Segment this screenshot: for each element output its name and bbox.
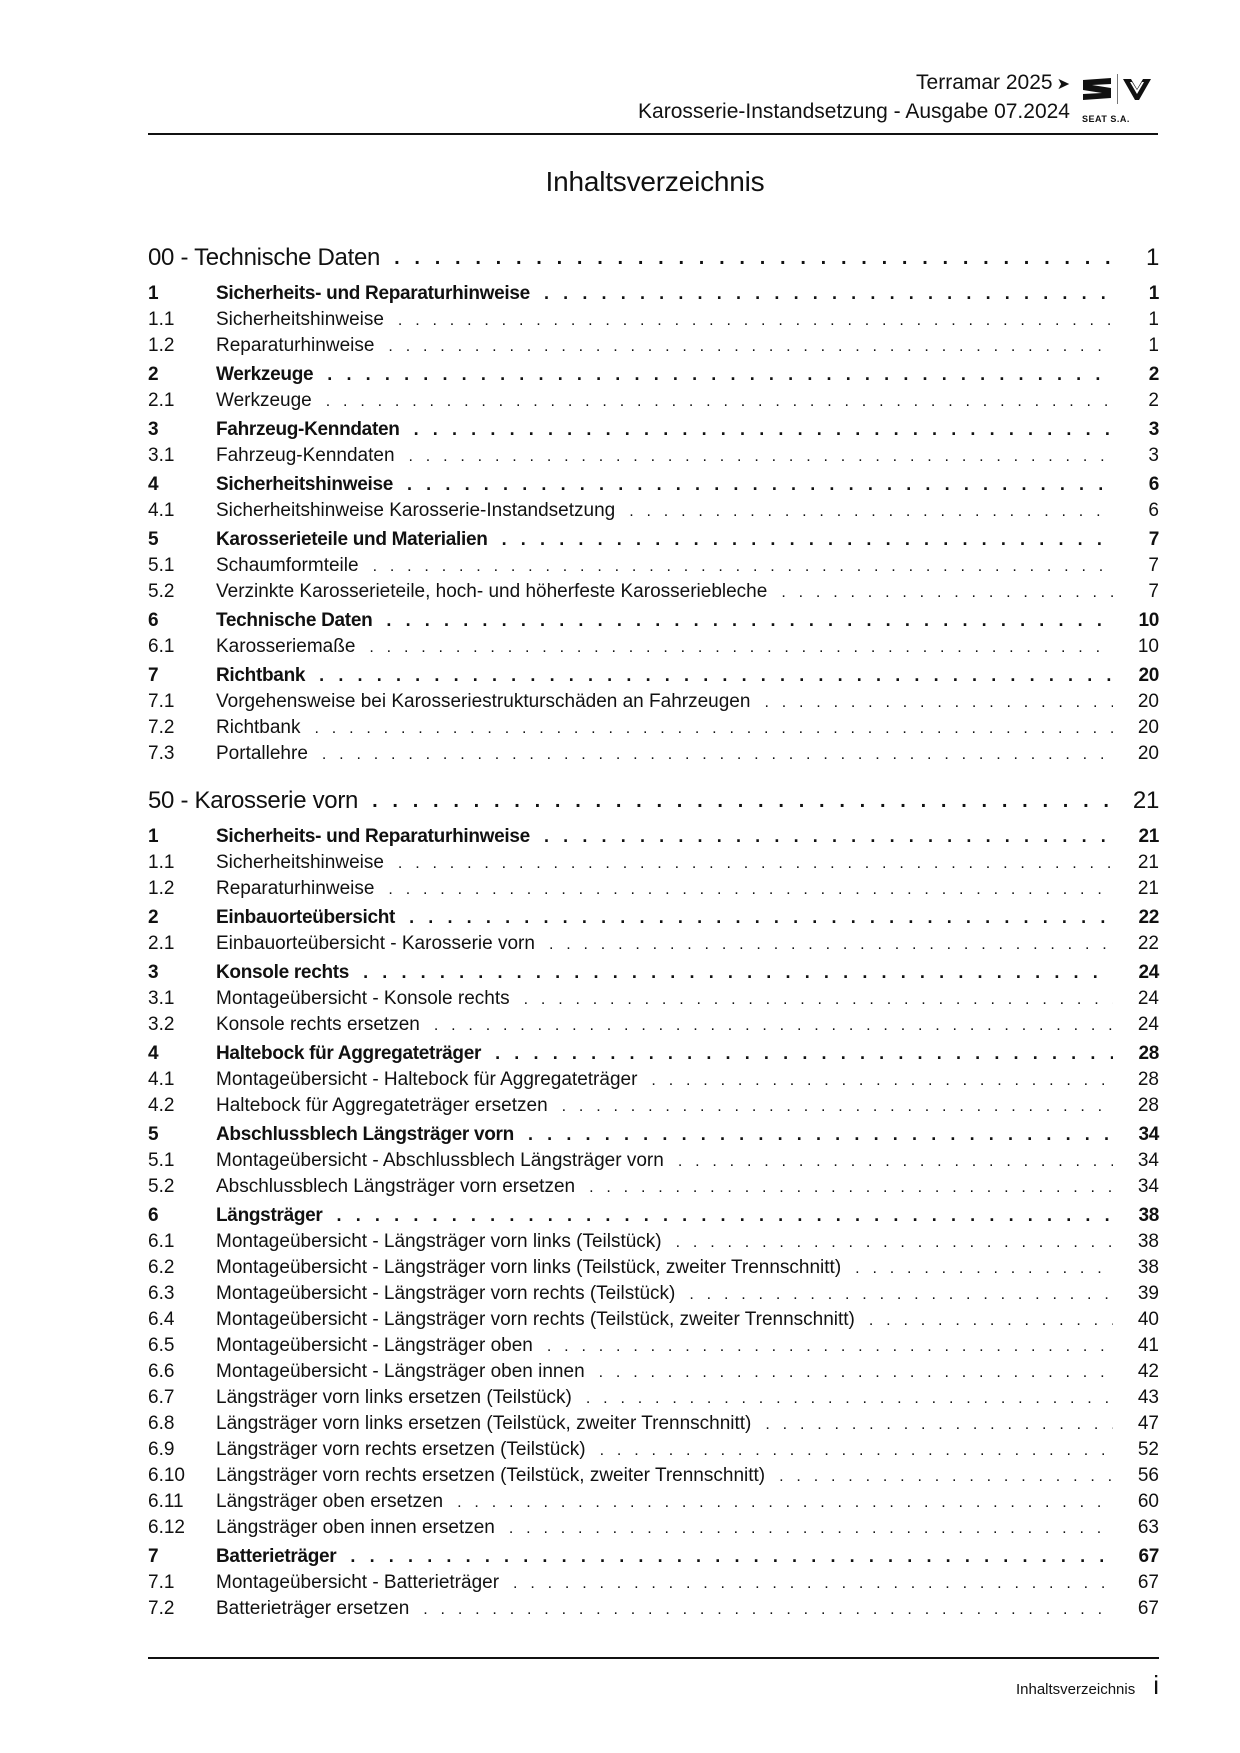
toc-section[interactable] [148, 826, 1159, 852]
toc-leader-dots [651, 1072, 1113, 1090]
toc-section-number: 5 [148, 1124, 159, 1145]
logo-divider [1117, 74, 1118, 104]
toc-leader-dots [764, 694, 1113, 712]
toc-leader-dots [528, 1124, 1113, 1145]
toc-section[interactable] [148, 1124, 1159, 1150]
toc-section[interactable] [148, 474, 1159, 500]
toc-subsection-title: Montageübersicht - Längsträger oben [216, 1335, 533, 1356]
toc-section-title: Haltebock für Aggregateträger [216, 1043, 482, 1064]
toc-subsection-number: 6.10 [148, 1465, 185, 1486]
toc-subsection-title: Montageübersicht - Längsträger vorn links (Teilstück, zweiter Trennschnitt) [216, 1257, 842, 1278]
footer-label: Inhaltsverzeichnis [1015, 1681, 1136, 1698]
toc-subsection[interactable] [148, 933, 1159, 959]
toc-leader-dots [869, 1312, 1113, 1330]
toc-chapter-title: 50 - Karosserie vorn [148, 787, 359, 814]
toc-subsection-number: 6.1 [148, 636, 175, 657]
toc-subsection-page: 39 [1137, 1283, 1159, 1304]
toc-subsection[interactable] [148, 1572, 1159, 1598]
toc-subsection-page: 47 [1137, 1413, 1159, 1434]
toc-subsection[interactable] [148, 390, 1159, 416]
toc-section-number: 2 [148, 907, 159, 928]
toc-subsection[interactable] [148, 1309, 1159, 1335]
toc-section-title: Sicherheitshinweise [216, 474, 393, 495]
toc-leader-dots [409, 448, 1113, 466]
toc-subsection-number: 6.11 [148, 1491, 184, 1512]
toc-subsection-title: Längsträger vorn rechts ersetzen (Teilstück) [216, 1439, 586, 1460]
toc-subsection[interactable] [148, 500, 1159, 526]
arrow-right-icon: ➤ [1056, 76, 1070, 93]
toc-subsection[interactable] [148, 1231, 1159, 1257]
toc-leader-dots [549, 936, 1113, 954]
toc-leader-dots [502, 529, 1113, 550]
toc-subsection-page: 10 [1137, 636, 1159, 657]
toc-subsection-number: 5.2 [148, 581, 175, 602]
toc-chapter[interactable] [148, 236, 1159, 280]
toc-subsection-number: 7.1 [148, 691, 175, 712]
toc-subsection-title: Reparaturhinweise [216, 335, 375, 356]
toc-leader-dots [409, 907, 1113, 928]
toc-subsection-page: 21 [1137, 878, 1159, 899]
toc-section[interactable] [148, 1043, 1159, 1069]
toc-subsection[interactable] [148, 1361, 1159, 1387]
toc-subsection-title: Sicherheitshinweise Karosserie-Instandsetzung [216, 500, 616, 521]
toc-subsection-number: 3.2 [148, 1014, 175, 1035]
page-footer [1016, 1670, 1159, 1701]
toc-subsection-title: Batterieträger ersetzen [216, 1598, 410, 1619]
toc-section[interactable] [148, 529, 1159, 555]
toc-subsection-page: 1 [1148, 309, 1159, 330]
toc-subsection-number: 3.1 [148, 988, 175, 1009]
toc-subsection[interactable] [148, 852, 1159, 878]
toc-leader-dots [322, 746, 1113, 764]
seat-logo [1080, 72, 1158, 124]
toc-subsection-number: 2.1 [148, 933, 175, 954]
toc-subsection-number: 6.3 [148, 1283, 175, 1304]
toc-section-page: 22 [1138, 907, 1159, 928]
toc-section-page: 34 [1138, 1124, 1159, 1145]
toc-subsection-title: Montageübersicht - Längsträger vorn rechts (Teilstück) [216, 1283, 676, 1304]
table-of-contents [148, 236, 1159, 1624]
header-text [638, 70, 1070, 125]
toc-subsection[interactable] [148, 555, 1159, 581]
toc-subsection-page: 24 [1137, 1014, 1159, 1035]
toc-subsection-page: 22 [1137, 933, 1159, 954]
toc-leader-dots [544, 826, 1113, 847]
toc-subsection-title: Verzinkte Karosserieteile, hoch- und höherfeste Karosseriebleche [216, 581, 768, 602]
toc-subsection-number: 5.1 [148, 555, 175, 576]
toc-subsection-number: 1.2 [148, 335, 175, 356]
toc-subsection-title: Fahrzeug-Kenndaten [216, 445, 395, 466]
toc-subsection-title: Längsträger vorn links ersetzen (Teilstück, zweiter Trennschnitt) [216, 1413, 752, 1434]
toc-section-page: 28 [1138, 1043, 1159, 1064]
toc-leader-dots [398, 312, 1113, 330]
toc-section-page: 3 [1148, 419, 1159, 440]
toc-leader-dots [586, 1390, 1113, 1408]
toc-leader-dots [855, 1260, 1113, 1278]
toc-section-title: Technische Daten [216, 610, 373, 631]
toc-section[interactable] [148, 364, 1159, 390]
toc-subsection[interactable] [148, 1257, 1159, 1283]
footer-rule [148, 1657, 1159, 1659]
toc-section[interactable] [148, 610, 1159, 636]
toc-leader-dots [326, 393, 1113, 411]
toc-leader-dots [524, 991, 1113, 1009]
toc-section-page: 38 [1138, 1205, 1159, 1226]
toc-leader-dots [457, 1494, 1113, 1512]
toc-subsection-title: Konsole rechts ersetzen [216, 1014, 420, 1035]
toc-chapter-page: 21 [1132, 787, 1159, 814]
toc-leader-dots [589, 1179, 1113, 1197]
toc-subsection-number: 7.3 [148, 743, 175, 764]
toc-leader-dots [629, 503, 1113, 521]
toc-subsection-page: 34 [1137, 1150, 1159, 1171]
toc-section-number: 3 [148, 419, 159, 440]
toc-subsection-number: 3.1 [148, 445, 175, 466]
toc-section-number: 1 [148, 283, 159, 304]
toc-subsection[interactable] [148, 1439, 1159, 1465]
toc-subsection-page: 2 [1148, 390, 1159, 411]
toc-subsection-number: 1.1 [148, 852, 175, 873]
toc-subsection-title: Reparaturhinweise [216, 878, 375, 899]
toc-leader-dots [319, 665, 1113, 686]
toc-leader-dots [337, 1205, 1113, 1226]
toc-section-page: 7 [1148, 529, 1159, 550]
toc-subsection-number: 4.2 [148, 1095, 175, 1116]
toc-subsection-title: Montageübersicht - Längsträger oben innen [216, 1361, 585, 1382]
toc-leader-dots [779, 1468, 1113, 1486]
toc-subsection-number: 5.1 [148, 1150, 175, 1171]
page-title: Inhaltsverzeichnis [545, 166, 765, 197]
toc-section-title: Längsträger [216, 1205, 323, 1226]
toc-section-page: 24 [1138, 962, 1159, 983]
toc-section[interactable] [148, 1546, 1159, 1572]
toc-subsection-title: Abschlussblech Längsträger vorn ersetzen [216, 1176, 576, 1197]
toc-subsection-title: Vorgehensweise bei Karosseriestrukturschäden an Fahrzeugen [216, 691, 751, 712]
toc-subsection[interactable] [148, 1014, 1159, 1040]
toc-subsection-title: Karosseriemaße [216, 636, 356, 657]
toc-section[interactable] [148, 907, 1159, 933]
toc-subsection-title: Haltebock für Aggregateträger ersetzen [216, 1095, 548, 1116]
toc-subsection[interactable] [148, 445, 1159, 471]
toc-subsection-page: 20 [1137, 717, 1159, 738]
toc-subsection-page: 38 [1137, 1257, 1159, 1278]
toc-chapter-page: 1 [1145, 244, 1159, 271]
toc-section-number: 3 [148, 962, 159, 983]
toc-subsection-title: Einbauorteübersicht - Karosserie vorn [216, 933, 535, 954]
toc-subsection-page: 34 [1137, 1176, 1159, 1197]
toc-subsection-number: 4.1 [148, 1069, 175, 1090]
toc-leader-dots [544, 283, 1113, 304]
toc-subsection[interactable] [148, 691, 1159, 717]
toc-subsection[interactable] [148, 1387, 1159, 1413]
toc-subsection-title: Sicherheitshinweise [216, 309, 384, 330]
toc-section-title: Batterieträger [216, 1546, 337, 1567]
toc-subsection-page: 67 [1137, 1598, 1159, 1619]
toc-subsection[interactable] [148, 581, 1159, 607]
toc-leader-dots [388, 338, 1113, 356]
toc-section-page: 20 [1138, 665, 1159, 686]
toc-subsection-title: Montageübersicht - Batterieträger [216, 1572, 500, 1593]
toc-subsection-number: 7.2 [148, 1598, 175, 1619]
toc-leader-dots [327, 364, 1113, 385]
toc-subsection-number: 6.1 [148, 1231, 175, 1252]
toc-leader-dots [350, 1546, 1113, 1567]
toc-subsection-number: 6.12 [148, 1517, 185, 1538]
toc-leader-dots [363, 962, 1113, 983]
toc-section-number: 7 [148, 1546, 159, 1567]
toc-subsection-title: Montageübersicht - Längsträger vorn rechts (Teilstück, zweiter Trennschnitt) [216, 1309, 855, 1330]
toc-subsection-title: Portallehre [216, 743, 308, 764]
toc-subsection[interactable] [148, 1517, 1159, 1543]
toc-section-page: 6 [1148, 474, 1159, 495]
toc-section-page: 1 [1148, 283, 1159, 304]
toc-section-page: 2 [1148, 364, 1159, 385]
toc-subsection-title: Längsträger oben innen ersetzen [216, 1517, 495, 1538]
toc-subsection[interactable] [148, 878, 1159, 904]
toc-subsection-page: 41 [1137, 1335, 1159, 1356]
toc-section[interactable] [148, 962, 1159, 988]
toc-subsection-number: 6.6 [148, 1361, 175, 1382]
toc-subsection[interactable] [148, 1283, 1159, 1309]
toc-leader-dots [600, 1442, 1113, 1460]
toc-subsection-title: Längsträger oben ersetzen [216, 1491, 444, 1512]
toc-leader-dots [394, 247, 1113, 270]
toc-subsection-page: 20 [1137, 691, 1159, 712]
toc-section-title: Sicherheits- und Reparaturhinweise [216, 826, 530, 847]
toc-section-number: 6 [148, 1205, 159, 1226]
toc-subsection-number: 6.7 [148, 1387, 175, 1408]
toc-leader-dots [434, 1017, 1113, 1035]
toc-subsection[interactable] [148, 1335, 1159, 1361]
toc-subsection[interactable] [148, 1465, 1159, 1491]
toc-subsection-title: Montageübersicht - Längsträger vorn links (Teilstück) [216, 1231, 662, 1252]
toc-section-title: Sicherheits- und Reparaturhinweise [216, 283, 530, 304]
toc-leader-dots [599, 1364, 1113, 1382]
toc-subsection-number: 4.1 [148, 500, 175, 521]
toc-subsection-number: 6.9 [148, 1439, 175, 1460]
toc-leader-dots [388, 881, 1113, 899]
toc-section-number: 5 [148, 529, 159, 550]
toc-subsection-number: 6.8 [148, 1413, 175, 1434]
toc-subsection-page: 38 [1137, 1231, 1159, 1252]
toc-leader-dots [547, 1338, 1113, 1356]
toc-subsection[interactable] [148, 988, 1159, 1014]
toc-subsection-page: 28 [1137, 1069, 1159, 1090]
toc-subsection[interactable] [148, 743, 1159, 769]
toc-subsection-page: 56 [1137, 1465, 1159, 1486]
toc-section-page: 10 [1138, 610, 1159, 631]
toc-leader-dots [407, 474, 1113, 495]
toc-subsection-title: Schaumformteile [216, 555, 359, 576]
toc-leader-dots [765, 1416, 1113, 1434]
toc-subsection-page: 21 [1137, 852, 1159, 873]
page-header [148, 70, 1158, 134]
toc-subsection-page: 24 [1137, 988, 1159, 1009]
toc-subsection-page: 40 [1137, 1309, 1159, 1330]
toc-leader-dots [414, 419, 1113, 440]
toc-section-number: 4 [148, 1043, 159, 1064]
toc-subsection-title: Montageübersicht - Haltebock für Aggregateträger [216, 1069, 638, 1090]
toc-leader-dots [423, 1601, 1113, 1619]
toc-section[interactable] [148, 283, 1159, 309]
toc-subsection-title: Sicherheitshinweise [216, 852, 384, 873]
toc-subsection-title: Montageübersicht - Abschlussblech Längsträger vorn [216, 1150, 664, 1171]
toc-section-number: 4 [148, 474, 159, 495]
toc-subsection[interactable] [148, 1176, 1159, 1202]
toc-subsection-title: Montageübersicht - Konsole rechts [216, 988, 510, 1009]
toc-subsection[interactable] [148, 309, 1159, 335]
toc-chapter-title: 00 - Technische Daten [148, 244, 381, 271]
toc-leader-dots [398, 855, 1113, 873]
toc-subsection[interactable] [148, 1150, 1159, 1176]
toc-subsection[interactable] [148, 1069, 1159, 1095]
toc-subsection-page: 52 [1137, 1439, 1159, 1460]
toc-leader-dots [562, 1098, 1113, 1116]
toc-section-title: Einbauorteübersicht [216, 907, 396, 928]
logo-company-name: SEAT S.A. [1082, 114, 1130, 124]
toc-leader-dots [372, 790, 1113, 813]
toc-section[interactable] [148, 1205, 1159, 1231]
toc-section-title: Werkzeuge [216, 364, 314, 385]
toc-subsection[interactable] [148, 1413, 1159, 1439]
toc-subsection-page: 7 [1148, 555, 1159, 576]
toc-subsection[interactable] [148, 1491, 1159, 1517]
toc-subsection-number: 1.2 [148, 878, 175, 899]
toc-subsection-title: Werkzeuge [216, 390, 312, 411]
toc-section-title: Abschlussblech Längsträger vorn [216, 1124, 514, 1145]
toc-subsection[interactable] [148, 1598, 1159, 1624]
toc-leader-dots [676, 1234, 1113, 1252]
header-rule [148, 133, 1158, 135]
toc-leader-dots [513, 1575, 1113, 1593]
footer-page-number: i [1153, 1670, 1159, 1700]
toc-section-title: Konsole rechts [216, 962, 350, 983]
document-title-text: Terramar 2025 [916, 71, 1053, 94]
document-title [638, 70, 1070, 98]
toc-subsection-number: 6.4 [148, 1309, 175, 1330]
toc-section-title: Fahrzeug-Kenndaten [216, 419, 400, 440]
toc-chapter[interactable] [148, 779, 1159, 823]
toc-leader-dots [369, 639, 1113, 657]
toc-leader-dots [386, 610, 1113, 631]
toc-subsection-title: Richtbank [216, 717, 301, 738]
toc-subsection-page: 42 [1137, 1361, 1159, 1382]
toc-subsection-title: Längsträger vorn links ersetzen (Teilstück) [216, 1387, 572, 1408]
toc-subsection-number: 2.1 [148, 390, 175, 411]
toc-subsection-page: 6 [1148, 500, 1159, 521]
toc-leader-dots [781, 584, 1113, 602]
cupra-logo-icon [1122, 76, 1152, 102]
toc-subsection-title: Längsträger vorn rechts ersetzen (Teilstück, zweiter Trennschnitt) [216, 1465, 766, 1486]
toc-subsection[interactable] [148, 1095, 1159, 1121]
toc-section-title: Richtbank [216, 665, 306, 686]
toc-section[interactable] [148, 665, 1159, 691]
toc-leader-dots [373, 558, 1113, 576]
toc-subsection-page: 60 [1137, 1491, 1159, 1512]
toc-subsection-page: 1 [1148, 335, 1159, 356]
toc-leader-dots [678, 1153, 1113, 1171]
toc-subsection-number: 5.2 [148, 1176, 175, 1197]
toc-leader-dots [689, 1286, 1113, 1304]
toc-subsection-page: 3 [1148, 445, 1159, 466]
toc-subsection-page: 67 [1137, 1572, 1159, 1593]
toc-section-number: 7 [148, 665, 159, 686]
toc-subsection[interactable] [148, 335, 1159, 361]
toc-subsection-number: 6.2 [148, 1257, 175, 1278]
seat-s-logo-icon [1080, 76, 1114, 102]
toc-subsection-page: 63 [1137, 1517, 1159, 1538]
toc-section-number: 1 [148, 826, 159, 847]
toc-section[interactable] [148, 419, 1159, 445]
toc-section-page: 67 [1138, 1546, 1159, 1567]
toc-section-number: 6 [148, 610, 159, 631]
toc-leader-dots [315, 720, 1114, 738]
toc-subsection-page: 20 [1137, 743, 1159, 764]
toc-section-number: 2 [148, 364, 159, 385]
toc-section-page: 21 [1138, 826, 1159, 847]
toc-leader-dots [509, 1520, 1113, 1538]
toc-leader-dots [495, 1043, 1113, 1064]
toc-subsection-number: 6.5 [148, 1335, 175, 1356]
toc-subsection[interactable] [148, 717, 1159, 743]
toc-subsection[interactable] [148, 636, 1159, 662]
toc-subsection-page: 43 [1137, 1387, 1159, 1408]
toc-subsection-number: 7.2 [148, 717, 175, 738]
toc-subsection-page: 7 [1148, 581, 1159, 602]
toc-subsection-number: 7.1 [148, 1572, 175, 1593]
toc-section-title: Karosserieteile und Materialien [216, 529, 488, 550]
document-subtitle: Karosserie-Instandsetzung - Ausgabe 07.2024 [638, 100, 1070, 123]
toc-subsection-page: 28 [1137, 1095, 1159, 1116]
toc-subsection-number: 1.1 [148, 309, 175, 330]
